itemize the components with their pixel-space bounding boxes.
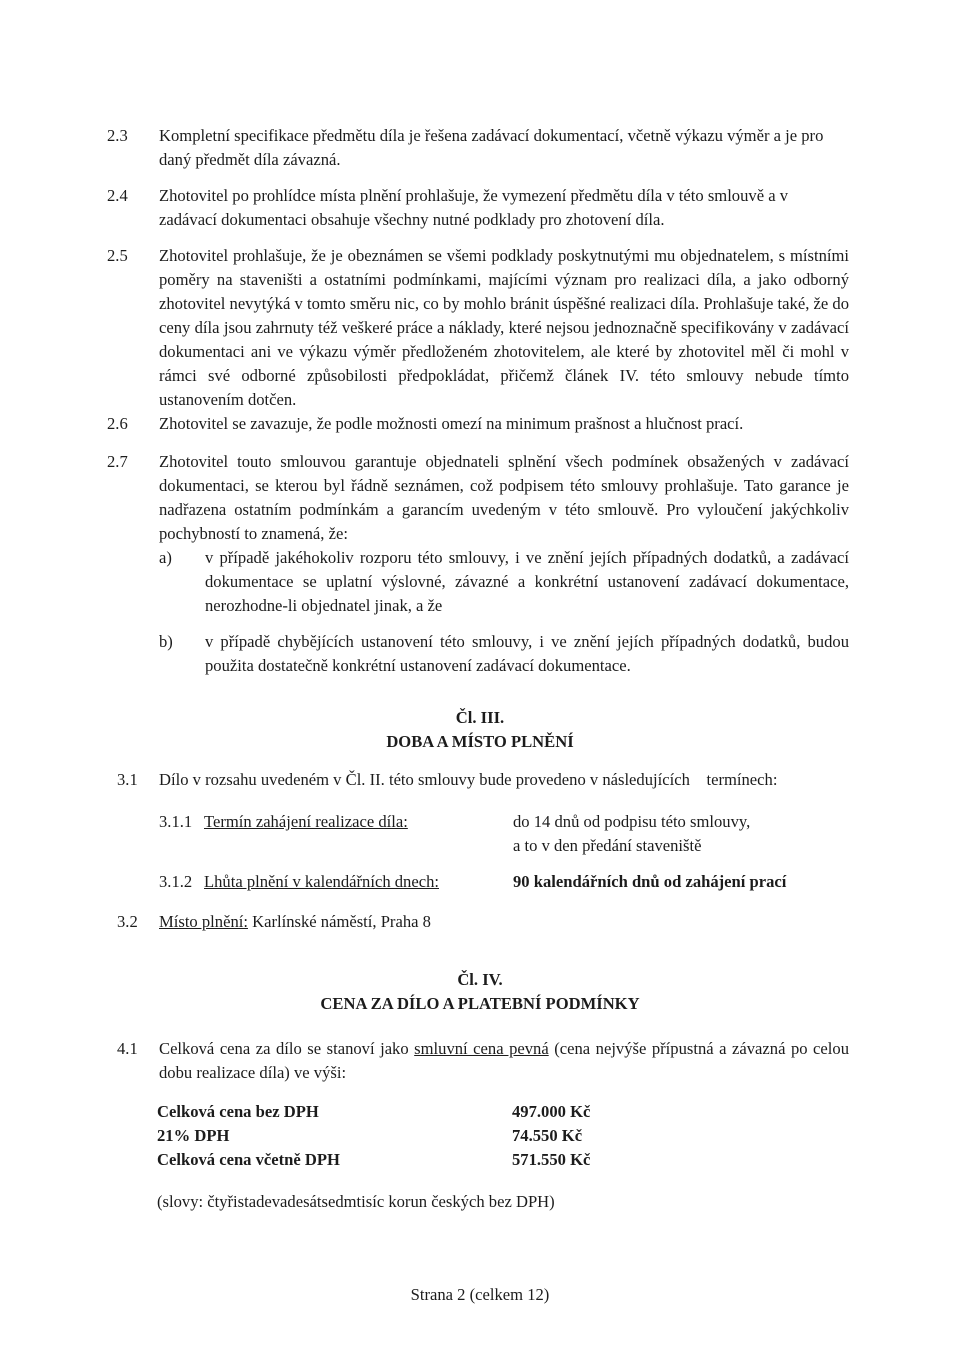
list-text: v případě jakéhokoliv rozporu této smlouvy, i ve znění jejích případných dodatků, a zadávací dokumentace se uplatní výslovné, závazné a konkrétní ustanovení zadávací dokumentace, nerozhodne-li objednatel jinak, a že	[205, 548, 849, 615]
price-label: Celková cena včetně DPH	[157, 1150, 340, 1169]
clause-number: 2.6	[107, 414, 128, 433]
price-value: 571.550 Kč	[512, 1150, 591, 1169]
article-4-heading	[0, 968, 960, 1016]
clause-number: 2.5	[107, 246, 128, 265]
clause-number: 4.1	[117, 1039, 138, 1058]
clause-text: Zhotovitel prohlašuje, že je obeznámen se všemi podklady poskytnutými mu objednatelem, s místními poměry na staveništi a ostatními podmínkami, majícími význam pro realizaci díla, a jako odborný zhotovitel nevytýká v tomto směru nic, co by mohlo bránit úspěšné realizaci díla. Prohlašuje také, že do ceny díla jsou zahrnuty též veškeré práce a náklady, které nejsou jednoznačně specifikovány v zadávací dokumentaci ani ve výkazu výměr předloženém zhotovitelem, ale které by zhotovitel měl či mohl v rámci své odborné způsobilosti předpokládat, přičemž článek IV. této smlouvy nebude tímto ustanovením dotčen.	[159, 246, 849, 409]
list-letter: b)	[159, 632, 173, 651]
place-label: Místo plnění:	[159, 912, 248, 931]
price-label: Celková cena bez DPH	[157, 1102, 319, 1121]
term-value: 90 kalendářních dnů od zahájení prací	[513, 872, 787, 891]
article-subtitle: DOBA A MÍSTO PLNĚNÍ	[386, 732, 574, 751]
term-value-line-2: a to v den předání staveniště	[513, 836, 702, 855]
clause-number: 3.1.1	[159, 812, 193, 831]
article-title: Čl. III.	[455, 708, 505, 727]
clause-text: Zhotovitel touto smlouvou garantuje objednateli splnění všech podmínek obsažených v zadávací dokumentaci, se kterou byl řádně seznámen, což podpisem této smlouvy prohlašuje. Tato garance je nadřazena ostatním podmínkám a garancím uvedeným v této smlouvě. Pro vyloučení jakýchkoliv pochybností to znamená, že:	[159, 452, 849, 543]
list-letter: a)	[159, 548, 172, 567]
price-value: 74.550 Kč	[512, 1126, 583, 1145]
clause-number: 3.1.2	[159, 872, 193, 891]
clause-text: Dílo v rozsahu uvedeném v Čl. II. této smlouvy bude provedeno v následujících termínech:	[159, 770, 778, 789]
clause-text: Zhotovitel po prohlídce místa plnění prohlašuje, že vymezení předmětu díla v této smlouvě a v zadávací dokumentaci obsahuje všechny nutné podklady pro zhotovení díla.	[159, 186, 789, 229]
fixed-price-term: smluvní cena pevná	[414, 1039, 549, 1058]
term-label: Lhůta plnění v kalendářních dnech:	[204, 872, 439, 891]
clause-text: Kompletní specifikace předmětu díla je řešena zadávací dokumentací, včetně výkazu výměr a je pro daný předmět díla závazná.	[159, 126, 824, 169]
term-label: Termín zahájení realizace díla:	[204, 812, 408, 831]
term-value-line-1: do 14 dnů od podpisu této smlouvy,	[513, 812, 751, 831]
document-page: 2.3 Kompletní specifikace předmětu díla je řešena zadávací dokumentací, včetně výkazu výměr a je pro daný předmět díla závazná. 2.4 Zhotovitel po prohlídce místa plnění prohlašuje, že vymezení předmětu díla v této smlouvě a v zadávací dokumentaci obsahuje všechny nutné podklady pro zhotovení díla. 2.5 Zhotovitel prohlašuje, že je obeznámen se všemi podklady poskytnutými mu objednatelem, s místními poměry na staveništi a ostatními podmínkami, majícími význam pro realizaci díla, a jako odborný zhotovitel nevytýká v tomto směru nic, co by mohlo bránit úspěšné realizaci díla. Prohlašuje také, že do ceny díla jsou zahrnuty též veškeré práce a náklady, které nejsou jednoznačně specifikovány v zadávací dokumentaci ani ve výkazu výměr předloženém zhotovitelem, ale které by zhotovitel měl či mohl v rámci své odborné způsobilosti předpokládat, přičemž článek IV. této smlouvy nebude tímto ustanovením dotčen. 2.6 Zhotovitel se zavazuje, že podle možnosti omezí na minimum prašnost a hlučnost prací. 2.7 Zhotovitel touto smlouvou garantuje objednateli splnění všech podmínek obsažených v zadávací dokumentaci, se kterou byl řádně seznámen, což podpisem této smlouvy prohlašuje. Tato garance je nadřazena ostatním podmínkám a garancím uvedeným v této smlouvě. Pro vyloučení jakýchkoliv pochybností to znamená, že: a) v případě jakéhokoliv rozporu této smlouvy, i ve znění jejích případných dodatků, a zadávací dokumentace se uplatní výslovné, závazné a konkrétní ustanovení zadávací dokumentace, nerozhodne-li objednatel jinak, a že b) v případě chybějících ustanovení této smlouvy, i ve znění jejích případných dodatků, budou použita dostatečně konkrétní ustanovení zadávací dokumentace. Čl. III. DOBA A MÍSTO PLNĚNÍ 3.1 Dílo v rozsahu uvedeném v Čl. II. této smlouvy bude provedeno v následujících termínech: 3.1.1 Termín zahájení realizace díla: do 14 dnů od podpisu této smlouvy, a to v den předání staveniště 3.1.2 Lhůta plnění v kalendářních dnech: 90 kalendářních dnů od zahájení prací 3.2 Místo plnění: Karlínské náměstí, Praha 8 Čl. IV. CENA ZA DÍLO A PLATEBNÍ PODMÍNKY 4.1 Celková cena za dílo se stanoví jako smluvní cena pevná (cena nejvýše přípustná a závazná po celou dobu realizace díla) ve výši: Celková cena bez DPH 497.000 Kč 21% DPH 74.550 Kč Celková cena včetně DPH 571.550 Kč (slovy: čtyřistadevadesátsedmtisíc korun českých bez DPH) Strana 2 (celkem 12)	[0, 0, 960, 1353]
clause-number: 2.7	[107, 452, 128, 471]
page-number: Strana 2 (celkem 12)	[410, 1285, 550, 1304]
price-value: 497.000 Kč	[512, 1102, 591, 1121]
article-subtitle: CENA ZA DÍLO A PLATEBNÍ PODMÍNKY	[320, 994, 640, 1013]
article-3-heading	[0, 706, 960, 754]
clause-number: 3.2	[117, 912, 138, 931]
article-title: Čl. IV.	[457, 970, 503, 989]
clause-number: 2.4	[107, 186, 128, 205]
clause-number: 3.1	[117, 770, 138, 789]
list-text: v případě chybějících ustanovení této smlouvy, i ve znění jejích případných dodatků, budou použita dostatečně konkrétní ustanovení zadávací dokumentace.	[205, 632, 849, 675]
clause-text: Celková cena za dílo se stanoví jako smluvní cena pevná (cena nejvýše přípustná a závazná po celou dobu realizace díla) ve výši:	[159, 1039, 849, 1082]
clause-text: Zhotovitel se zavazuje, že podle možnosti omezí na minimum prašnost a hlučnost prací.	[159, 414, 744, 433]
place-value: Karlínské náměstí, Praha 8	[252, 912, 431, 931]
price-label: 21% DPH	[157, 1126, 230, 1145]
clause-number: 2.3	[107, 126, 128, 145]
